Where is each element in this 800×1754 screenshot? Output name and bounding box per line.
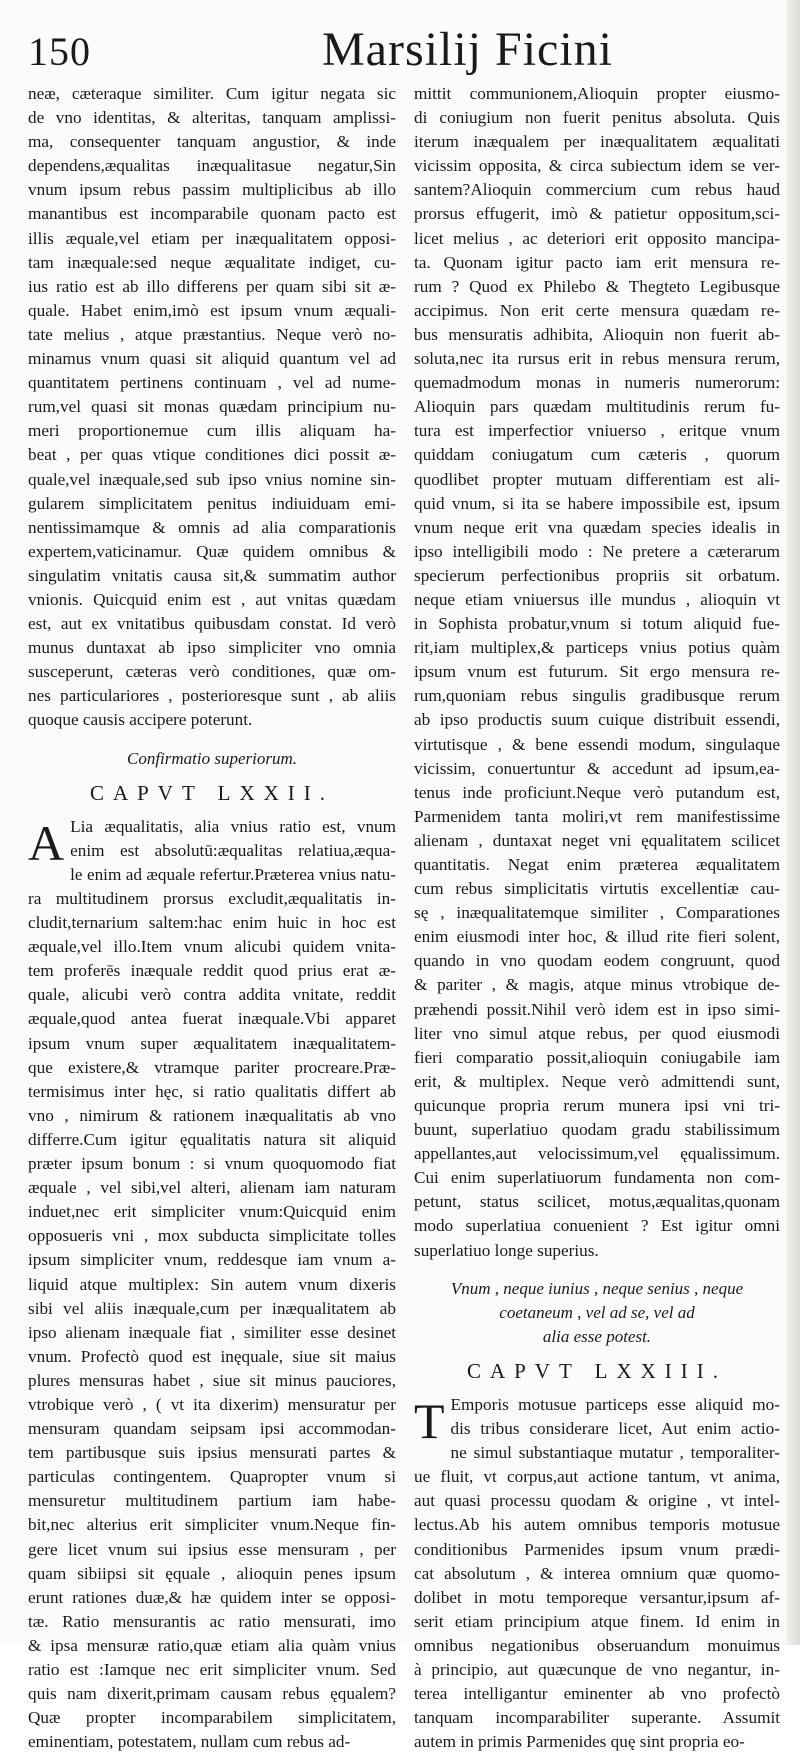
text-line: nentissimamque & omnis ad alia comparationis [28, 517, 396, 537]
text-line: dis tribus considerare licet, Aut enim actio- [450, 1419, 780, 1439]
text-line: tem partibusque suis ipsius mensurati partes & [28, 1443, 396, 1463]
chapter-73-subheading [414, 1277, 780, 1349]
section-subheading: Confirmatio superiorum. [126, 748, 298, 768]
text-line: vno , nimirum & rationem inæqualitatis ab vno [28, 1105, 396, 1125]
page-number: 150 [28, 29, 91, 74]
chapter-heading-73: CAPVT LXXIII. [466, 1358, 728, 1383]
text-line: tem proferēs inæquale reddit quod prius erat æ- [28, 961, 396, 981]
column-gutter [404, 84, 405, 1614]
running-title: Marsilij Ficini [322, 23, 613, 76]
text-line: erit, & multiplex. Neque verò admittendi sunt, [414, 1071, 780, 1091]
text-line: rum ? Quod ex Philebo & Thegteto Legibusque [414, 276, 780, 296]
left-paragraph-2-body [28, 815, 396, 1754]
text-line: modo superlatiua conuenient ? Est igitur omni [414, 1216, 780, 1236]
text-line: erunt rationes duæ,& hæ quidem inter se opposi- [28, 1587, 396, 1607]
text-line: Emporis motusue particeps esse aliquid mo- [450, 1394, 780, 1414]
text-line: specierum perfectionibus propriis sit orbatum. [414, 565, 780, 585]
text-line: de vno identitas, & alteritas, tanquam amplissi- [28, 108, 396, 128]
text-line: omnibus negationibus obseruandum monuimus [414, 1635, 780, 1655]
text-line: gularem simplicitatem penitus indiuiduam emi- [28, 493, 396, 513]
text-line: quantitatis. Negat enim præterea æqualitatem [414, 855, 780, 874]
text-line: mittit communionem,Alioquin propter eiusmo- [414, 84, 780, 103]
text-line: quis nam dixerit,primam causam rebus ęqualem? [28, 1684, 396, 1704]
text-line: meri proportionemue cum illis aliquam ha- [28, 421, 396, 441]
text-line: cum rebus simplicitatis virtutis excellentiæ cau- [414, 879, 780, 899]
text-line: tate melius , atque præstantius. Neque verò no- [28, 324, 396, 344]
text-line: neque etiam vniuersus ille mundus , alioquin vt [414, 589, 780, 609]
text-line: sibi vel aliis inæquale,cum per inæqualitatem ab [28, 1298, 396, 1318]
text-line: quid vnum, si ita se habere impossibile est, ipsum [414, 493, 780, 513]
text-line: æquale,quod antea fuerat inæquale.Vbi apparet [28, 1009, 396, 1029]
text-line: in Sophista probatur,vnum si totum aliquid fue- [414, 614, 780, 634]
text-line: ipso alienam inæquale fiat , similiter esse desinet [28, 1322, 396, 1342]
text-line: manantibus est incomparabile quonam pacto est [28, 204, 396, 224]
subheading-line: coetaneum , vel ad se, vel ad [499, 1302, 695, 1322]
text-line: eminentiam, potestatem, nullam cum rebus ad- [28, 1732, 351, 1752]
text-line: dolibet in motu temporeque versantur,ipsum af- [414, 1587, 780, 1607]
text-line: quam sibiipsi sit ęquale , alioquin penes ipsum [28, 1563, 396, 1583]
text-line: quiddam coniugatum cum cæteris , quorum [414, 445, 780, 465]
text-line: Alioquin pars quædam multitudinis rerum fu- [414, 397, 780, 417]
text-line: termisimus inter hęc, si ratio qualitatis differt ab [28, 1081, 396, 1101]
right-paragraph-2-body [414, 1393, 780, 1754]
page-header [22, 18, 782, 78]
drop-cap-t: T [414, 1392, 445, 1449]
text-line: lectus.Ab his autem omnibus temporis motusue [414, 1515, 780, 1535]
text-line: enim eiusmodi inter hoc, & illud rite fieri solent, [414, 927, 780, 947]
text-line: quale, alicubi verò contra addita vnitate, reddit [28, 985, 396, 1005]
text-line: munus duntaxat ab ipso simpliciter vno omnia [28, 638, 396, 658]
drop-cap-a: A [28, 814, 65, 871]
text-line: ipsum simpliciter vnum, reddesque iam vnum a- [28, 1250, 396, 1270]
text-line: & ipsa mensuræ ratio,quæ etiam alia quàm vnius [28, 1635, 396, 1655]
text-line: nes particulariores , posterioresque sunt , ab aliis [28, 686, 396, 706]
text-line: quando in vno quodam eodem congruunt, quod [414, 951, 780, 971]
text-line: opposueris vni , mox subducta simplicitate tolles [28, 1226, 396, 1246]
text-line: præhendi possit.Nihil verò idem est in ipso simi- [414, 999, 780, 1019]
text-line: singulatim vnitatis causa sit,& summatim author [28, 565, 396, 585]
text-line: aut quasi processu quodam & origine , vt intel- [414, 1491, 780, 1511]
text-line: vnionis. Quicquid enim est , aut vnitas quædam [28, 589, 396, 609]
text-line: quemadmodum monas in numeris numerorum: [414, 373, 780, 393]
text-line: & pariter , & magis, atque minus vtrobique de- [414, 975, 780, 995]
text-line: quicunque propria rerum munera ipsi vni tri- [414, 1095, 780, 1115]
text-line: bit,nec alterius erit simpliciter vnum.Neque fin- [28, 1515, 396, 1535]
text-line: appellantes,aut velocissimum,vel ęqualissimum. [414, 1144, 780, 1164]
text-line: licet melius , ac deteriori erit opposito mancipa- [414, 228, 780, 248]
text-line: le enim ad æquale refertur.Præterea vnius natu- [70, 864, 396, 884]
text-line: ta. Quonam igitur pacto iam erit mensura re- [414, 252, 780, 272]
text-line: rum,vel quasi sit monas quædam principium nu- [28, 397, 396, 417]
right-column [414, 82, 780, 1754]
text-line: induet,nec erit simpliciter vnum:Quicquid enim [28, 1202, 396, 1222]
right-paragraph-1 [414, 82, 780, 1263]
text-line: vnum. Profectò quod est inęquale, siue sit maius [28, 1346, 396, 1366]
left-paragraph-1 [28, 82, 396, 733]
text-line: ipso intelligibili modo : Ne pretere a cæterarum [414, 541, 780, 561]
text-line: tam inæquale:sed neque æqualitate indiget, cu- [28, 252, 396, 272]
subheading-line: Vnum , neque iunius , neque senius , neque [450, 1278, 744, 1298]
text-line: conditionibus Parmenides ipsum vnum prædi- [414, 1539, 780, 1559]
left-column [28, 82, 396, 1754]
text-line: liter vno simul atque rebus, per quod eiusmodi [414, 1023, 780, 1043]
text-line: tura est imperfectior vniuerso , eritque vnum [414, 421, 780, 441]
text-line: soluta,nec ita rursus erit in rebus mensura rerum, [414, 349, 780, 369]
text-line: beat , per quas vtique conditiones dici possit æ- [28, 445, 396, 465]
text-line: ius ratio est ab illo differens per quam sibi sit æ- [28, 276, 396, 296]
text-line: santem?Alioquin commercium cum rebus haud [414, 180, 780, 200]
text-line: vnum neque erit vna quædam species idealis in [414, 517, 780, 537]
text-line: Cui enim superlatiuorum fundamenta non com- [414, 1168, 780, 1188]
text-line: quale,vel inæquale,sed sub ipso vnius nomine sin- [28, 469, 396, 489]
text-line: ab ipso productis suum cuique distribuit essendi, [414, 710, 780, 730]
text-line: ratio est :Iamque nec erit simpliciter vnum. Sed [28, 1660, 396, 1679]
text-line: petunt, status scilicet, motus,æqualitas,quonam [414, 1192, 780, 1212]
text-line: superlatiuo longe superius. [414, 1240, 599, 1260]
text-line: vicissim opposita, & circa subiectum idem se ver- [414, 156, 780, 176]
text-line: virtutisque , & bene essendi modum, singulaque [414, 734, 780, 754]
text-line: ne simul substantiaque mutatur , temporaliter- [450, 1443, 780, 1463]
text-line: quale. Habet enim,imò est ipsum vnum æquali- [28, 300, 396, 320]
page-edge-shadow [786, 0, 800, 1645]
text-line: à principio, aut quæcunque de vno negantur, in- [414, 1660, 780, 1679]
text-line: ipsum vnum super æqualitatem inæqualitatem- [28, 1033, 396, 1053]
text-line: expertem,vaticinamur. Quæ quidem omnibus & [28, 541, 396, 561]
text-line: est, aut ex vnitatibus quibusdam constat. Id verò [28, 614, 396, 634]
text-line: mensuram quandam seipsam ipsi accommodan- [28, 1419, 396, 1439]
text-line: gere licet vnum sui ipsius esse mensuram , per [28, 1539, 396, 1559]
right-paragraph-2 [414, 1393, 780, 1754]
text-line: tenus inde proficiunt.Neque verò putandum est, [414, 782, 780, 802]
text-line: ipsum vnum est futurum. Sit ergo mensura re- [414, 662, 780, 682]
text-line: quodlibet propter mutuam differentiam est ali- [414, 469, 780, 489]
text-line: autem in primis Parmenides quę sint propria eo- [414, 1732, 745, 1752]
text-line: susceperunt, cæteras verò conditiones, quæ om- [28, 662, 396, 682]
text-line: Quæ propter incomparabilem simplicitatem, [28, 1708, 396, 1728]
text-line: minamus vnum quasi sit aliquid quantum vel ad [28, 349, 396, 369]
text-line: rit,iam multiplex,& particeps vnius potius quàm [414, 638, 780, 658]
text-line: quantitatem pertinens continuam , vel ad nume- [28, 373, 396, 393]
text-line: bus mensuratis adhibita, Alioquin non fuerit ab- [414, 324, 780, 344]
text-line: dependens,æqualitas inæqualitasue negatur,Sin [28, 156, 396, 176]
text-line: Lia æqualitatis, alia vnius ratio est, vnum [70, 816, 396, 836]
text-line: æquale , vel sibi,vel alteri, alienam iam naturam [28, 1178, 396, 1198]
text-line: particulas contingentem. Quapropter vnum si [28, 1467, 396, 1487]
text-line: que existere,& vtramque pariter procreare.Præ- [28, 1057, 396, 1077]
text-line: tanquam incomparabiliter superante. Assumit [414, 1708, 780, 1728]
text-line: liquid atque multiplex: Sin autem vnum dixeris [28, 1274, 396, 1294]
text-line: iterum inæqualem per inæqualitatem æqualitati [414, 132, 780, 152]
text-line: accipimus. Non erit certe mensura quædam re- [414, 300, 780, 320]
text-line: sę , inæqualitatemque similiter , Comparationes [414, 903, 780, 923]
text-line: fieri comparatio possit,alioquin coniugabile iam [414, 1047, 780, 1067]
text-line: enim est absolutū:æqualitas relatiua,æqua- [70, 840, 396, 860]
text-line: buunt, superlatiuo quodam gradu stabilissimum [414, 1120, 780, 1140]
text-line: ma, consequenter tanquam angustior, & inde [28, 132, 396, 152]
text-line: plures mensuras habet , siue sit minus pauciores, [28, 1370, 396, 1390]
chapter-heading-72: CAPVT LXXII. [89, 780, 335, 805]
text-line: ra multitudinem prorsus excludit,æqualitatis in- [28, 889, 396, 908]
text-line: illis æquale,vel etiam per inæqualitatem opposi- [28, 228, 396, 248]
text-line: cat absolutum , & interea omnium quæ quomo- [414, 1563, 780, 1583]
text-line: vicissim, conuertuntur & accedunt ad ipsum,ea- [414, 758, 780, 778]
text-line: quoque causis accipere poterunt. [28, 710, 253, 730]
text-line: terea intelligantur eminenter ab vno profectò [414, 1684, 780, 1704]
text-line: vnum ipsum rebus passim multiplicibus ab illo [28, 180, 396, 200]
text-line: cludit,ternarium saltem:hac enim huic in hoc est [28, 913, 396, 933]
text-line: differre.Cum igitur ęqualitatis natura sit aliquid [28, 1129, 396, 1149]
text-line: di coniugium non fuerit penitus absoluta. Quis [414, 108, 780, 128]
text-line: tæ. Ratio mensurantis ac ratio mensurati, imo [28, 1611, 396, 1631]
text-line: prorsus effugerit, imò & patietur oppositum,sci- [414, 204, 780, 224]
text-line: serit etiam principium atque finem. Id enim in [414, 1611, 780, 1631]
text-line: rum,quoniam rebus singulis gradibusque rerum [414, 686, 780, 706]
text-line: præter ipsum bonum : si vnum quoquomodo fiat [28, 1154, 396, 1174]
text-line: alienam , duntaxat neget vni ęqualitatem scilicet [414, 830, 780, 850]
subheading-line: alia esse potest. [542, 1326, 652, 1346]
text-line: æquale,vel illo.Item vnum alicubi quidem vnita- [28, 937, 396, 957]
text-line: Parmenidem tanta moliri,vt rem manifestissime [414, 806, 780, 826]
text-line: ue fluit, vt corpus,aut actione tantum, vt anima, [414, 1467, 780, 1487]
left-paragraph-2 [28, 815, 396, 1754]
text-line: mensuretur multitudinem partium iam habe- [28, 1491, 396, 1511]
text-line: vtrobique verò , ( vt ita dixerim) mensuratur per [28, 1394, 396, 1414]
text-line: neæ, cæteraque similiter. Cum igitur negata sic [28, 84, 396, 103]
